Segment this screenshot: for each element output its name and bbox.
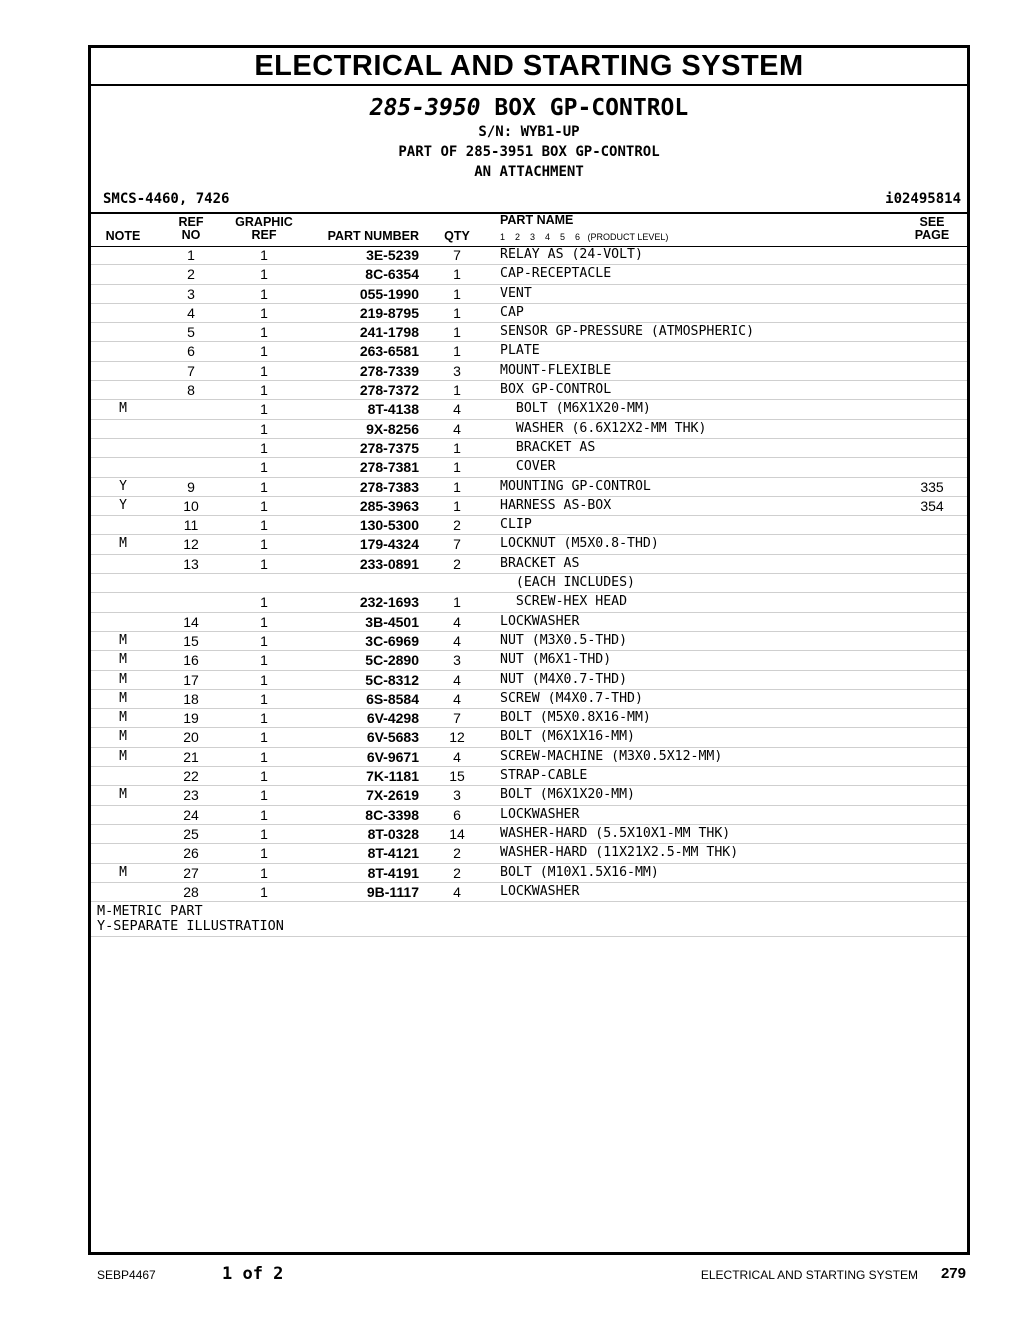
part-of-line: PART OF 285-3951 BOX GP-CONTROL — [398, 144, 660, 160]
cell-part-number: 241-1798 — [359, 324, 419, 341]
cell-qty: 6 — [453, 806, 461, 823]
cell-qty: 12 — [449, 729, 465, 746]
smcs-code: SMCS-4460, 7426 — [103, 191, 230, 207]
col-part-name: PART NAME — [500, 213, 574, 227]
cell-ref-no: 22 — [183, 768, 199, 785]
cell-part-name: STRAP-CABLE — [500, 768, 588, 784]
table-row — [91, 246, 967, 265]
cell-graphic-ref: 1 — [260, 845, 268, 862]
cell-graphic-ref: 1 — [260, 439, 268, 456]
cell-part-name: LOCKWASHER — [500, 613, 580, 629]
cell-graphic-ref: 1 — [260, 536, 268, 553]
cell-graphic-ref: 1 — [260, 343, 268, 360]
cell-part-number: 3B-4501 — [365, 613, 419, 630]
cell-part-number: 9B-1117 — [366, 883, 419, 900]
cell-part-name: (EACH INCLUDES) — [500, 575, 635, 591]
cell-part-number: 6S-8584 — [366, 690, 419, 707]
table-row — [91, 420, 967, 439]
cell-note: M — [119, 632, 127, 648]
cell-part-name: MOUNTING GP-CONTROL — [500, 478, 651, 494]
cell-ref-no: 25 — [183, 825, 199, 842]
cell-graphic-ref: 1 — [260, 632, 268, 649]
col-ref-line1: REF — [178, 215, 204, 229]
cell-part-number: 8C-3398 — [365, 806, 419, 823]
cell-see-page: 354 — [920, 497, 944, 514]
cell-graphic-ref: 1 — [260, 285, 268, 302]
cell-part-number: 6V-4298 — [366, 710, 419, 727]
cell-ref-no: 23 — [183, 787, 199, 804]
cell-ref-no: 8 — [187, 382, 195, 399]
table-row — [91, 555, 967, 574]
footer-page-of: 1 of 2 — [222, 1264, 284, 1284]
cell-ref-no: 9 — [187, 478, 195, 495]
cell-ref-no: 19 — [183, 710, 199, 727]
page-frame — [88, 45, 970, 1255]
cell-graphic-ref: 1 — [260, 304, 268, 321]
cell-part-name: RELAY AS (24-VOLT) — [500, 247, 643, 262]
cell-part-name: MOUNT-FLEXIBLE — [500, 362, 612, 378]
cell-note: M — [119, 690, 127, 706]
cell-qty: 1 — [453, 594, 461, 611]
cell-ref-no: 7 — [187, 362, 195, 379]
cell-ref-no: 2 — [187, 266, 195, 283]
col-part-number: PART NUMBER — [327, 229, 419, 243]
cell-qty: 2 — [453, 555, 461, 572]
table-row — [91, 458, 967, 477]
cell-ref-no: 15 — [183, 632, 199, 649]
cell-graphic-ref: 1 — [260, 729, 268, 746]
cell-part-number: 8T-4191 — [367, 864, 419, 881]
cell-part-name: BRACKET AS — [500, 555, 580, 571]
table-row — [91, 497, 967, 516]
table-row — [91, 593, 967, 612]
col-see-line2: PAGE — [914, 228, 950, 242]
table-row — [91, 709, 967, 728]
table-row — [91, 285, 967, 304]
cell-qty: 3 — [453, 787, 461, 804]
cell-part-name: BOLT (M10X1.5X16-MM) — [500, 864, 659, 880]
table-row — [91, 844, 967, 863]
cell-part-number: 7X-2619 — [366, 787, 419, 804]
cell-part-number: 8T-0328 — [367, 825, 419, 842]
cell-note: M — [119, 671, 127, 687]
group-part-number: 285-3950 — [369, 95, 481, 121]
cell-note: M — [119, 787, 127, 803]
cell-qty: 4 — [453, 690, 461, 707]
cell-ref-no: 26 — [183, 845, 199, 862]
table-row — [91, 342, 967, 361]
cell-part-name: SENSOR GP-PRESSURE (ATMOSPHERIC) — [500, 324, 755, 340]
cell-part-number: 9X-8256 — [366, 420, 419, 437]
cell-qty: 1 — [453, 459, 461, 476]
legend-notes — [91, 902, 967, 937]
table-row — [91, 362, 967, 381]
cell-note: Y — [119, 478, 127, 494]
cell-part-number: 179-4324 — [359, 536, 419, 553]
cell-graphic-ref: 1 — [260, 652, 268, 669]
cell-part-name: LOCKWASHER — [500, 806, 580, 822]
cell-ref-no: 1 — [187, 247, 195, 263]
cell-part-name: NUT (M6X1-THD) — [500, 652, 612, 668]
cell-graphic-ref: 1 — [260, 864, 268, 881]
section-title: ELECTRICAL AND STARTING SYSTEM — [91, 48, 967, 86]
cell-qty: 3 — [453, 652, 461, 669]
cell-part-number: 278-7383 — [359, 478, 419, 495]
cell-qty: 4 — [453, 883, 461, 900]
cell-part-name: WASHER (6.6X12X2-MM THK) — [500, 420, 707, 436]
footer-doc-id: SEBP4467 — [97, 1268, 156, 1282]
note-metric: M-METRIC PART — [97, 903, 203, 920]
cell-note: M — [119, 748, 127, 764]
cell-ref-no: 12 — [183, 536, 199, 553]
cell-note: M — [119, 536, 127, 552]
col-graphic-line1: GRAPHIC — [235, 215, 293, 229]
cell-ref-no: 28 — [183, 883, 199, 900]
cell-graphic-ref: 1 — [260, 459, 268, 476]
group-title — [91, 94, 967, 122]
col-ref-line2: NO — [181, 228, 201, 242]
cell-graphic-ref: 1 — [260, 497, 268, 514]
note-separate: Y-SEPARATE ILLUSTRATION — [97, 918, 284, 935]
cell-part-number: 8T-4138 — [367, 401, 419, 418]
cell-ref-no: 18 — [183, 690, 199, 707]
smcs-row — [91, 188, 967, 212]
cell-qty: 2 — [453, 864, 461, 881]
cell-note: M — [119, 729, 127, 745]
cell-ref-no: 24 — [183, 806, 199, 823]
cell-part-name: SCREW-HEX HEAD — [500, 594, 628, 610]
table-row — [91, 748, 967, 767]
cell-graphic-ref: 1 — [260, 266, 268, 283]
col-ref-no — [171, 216, 211, 242]
cell-qty: 4 — [453, 632, 461, 649]
cell-graphic-ref: 1 — [260, 401, 268, 418]
cell-qty: 1 — [453, 343, 461, 360]
table-row — [91, 671, 967, 690]
cell-ref-no: 27 — [183, 864, 199, 881]
cell-qty: 4 — [453, 401, 461, 418]
cell-qty: 15 — [449, 768, 465, 785]
cell-part-number: 278-7372 — [359, 382, 419, 399]
illustration-id: i02495814 — [885, 191, 961, 207]
cell-qty: 3 — [453, 362, 461, 379]
table-row — [91, 806, 967, 825]
cell-ref-no: 16 — [183, 652, 199, 669]
cell-ref-no: 5 — [187, 324, 195, 341]
cell-part-number: 6V-5683 — [366, 729, 419, 746]
cell-part-number: 278-7339 — [359, 362, 419, 379]
cell-see-page: 335 — [920, 478, 944, 495]
cell-part-name: NUT (M4X0.7-THD) — [500, 671, 628, 687]
cell-part-name: NUT (M3X0.5-THD) — [500, 632, 628, 648]
cell-part-name: SCREW (M4X0.7-THD) — [500, 690, 643, 706]
cell-graphic-ref: 1 — [260, 883, 268, 900]
cell-part-name: BOLT (M6X1X20-MM) — [500, 401, 651, 417]
table-row — [91, 304, 967, 323]
cell-ref-no: 10 — [183, 497, 199, 514]
cell-graphic-ref: 1 — [260, 382, 268, 399]
cell-graphic-ref: 1 — [260, 594, 268, 611]
cell-note: M — [119, 401, 127, 417]
table-row — [91, 864, 967, 883]
cell-graphic-ref: 1 — [260, 710, 268, 727]
parts-table-body — [91, 246, 967, 937]
cell-ref-no: 3 — [187, 285, 195, 302]
cell-part-name: COVER — [500, 459, 556, 475]
cell-qty: 7 — [453, 536, 461, 553]
cell-ref-no: 4 — [187, 304, 195, 321]
col-graphic-line2: REF — [251, 228, 277, 242]
cell-part-name: LOCKWASHER — [500, 883, 580, 899]
cell-ref-no: 14 — [183, 613, 199, 630]
cell-part-number: 232-1693 — [359, 594, 419, 611]
table-row — [91, 767, 967, 786]
cell-part-number: 219-8795 — [359, 304, 419, 321]
cell-graphic-ref: 1 — [260, 247, 268, 263]
cell-part-number: 278-7381 — [359, 459, 419, 476]
cell-note: M — [119, 864, 127, 880]
col-graphic-ref — [227, 216, 301, 242]
attachment-line: AN ATTACHMENT — [474, 164, 584, 180]
page-footer — [0, 1262, 1020, 1286]
cell-qty: 2 — [453, 517, 461, 534]
cell-qty: 1 — [453, 382, 461, 399]
table-row — [91, 883, 967, 902]
cell-part-name: BRACKET AS — [500, 439, 596, 455]
cell-part-name: CLIP — [500, 517, 532, 533]
col-product-levels: 1 2 3 4 5 6 (PRODUCT LEVEL) — [500, 232, 669, 242]
table-row — [91, 651, 967, 670]
cell-part-name: SCREW-MACHINE (M3X0.5X12-MM) — [500, 748, 723, 764]
cell-note: Y — [119, 497, 127, 513]
cell-qty: 1 — [453, 266, 461, 283]
cell-ref-no: 6 — [187, 343, 195, 360]
cell-ref-no: 17 — [183, 671, 199, 688]
cell-ref-no: 21 — [183, 748, 199, 765]
table-row — [91, 265, 967, 284]
cell-qty: 1 — [453, 478, 461, 495]
cell-part-name: CAP — [500, 304, 524, 320]
table-row — [91, 535, 967, 554]
table-row — [91, 690, 967, 709]
cell-qty: 1 — [453, 304, 461, 321]
cell-graphic-ref: 1 — [260, 517, 268, 534]
table-row — [91, 381, 967, 400]
table-row — [91, 400, 967, 419]
cell-part-number: 263-6581 — [359, 343, 419, 360]
cell-ref-no: 20 — [183, 729, 199, 746]
cell-qty: 1 — [453, 439, 461, 456]
cell-part-name: WASHER-HARD (5.5X10X1-MM THK) — [500, 825, 731, 841]
table-header — [91, 212, 967, 247]
cell-qty: 2 — [453, 845, 461, 862]
group-part-name: BOX GP-CONTROL — [494, 95, 689, 121]
cell-part-number: 3C-6969 — [365, 632, 419, 649]
table-row — [91, 323, 967, 342]
cell-part-number: 7K-1181 — [366, 768, 419, 785]
cell-graphic-ref: 1 — [260, 420, 268, 437]
cell-qty: 14 — [449, 825, 465, 842]
cell-graphic-ref: 1 — [260, 478, 268, 495]
cell-graphic-ref: 1 — [260, 748, 268, 765]
cell-graphic-ref: 1 — [260, 555, 268, 572]
col-note: NOTE — [105, 229, 141, 243]
cell-graphic-ref: 1 — [260, 690, 268, 707]
cell-graphic-ref: 1 — [260, 671, 268, 688]
table-row — [91, 632, 967, 651]
cell-part-number: 130-5300 — [359, 517, 419, 534]
cell-part-name: BOLT (M6X1X20-MM) — [500, 787, 635, 803]
cell-part-number: 5C-8312 — [365, 671, 419, 688]
serial-range: S/N: WYB1-UP — [478, 124, 580, 140]
cell-part-name: VENT — [500, 285, 532, 301]
cell-part-name: BOLT (M5X0.8X16-MM) — [500, 710, 651, 726]
cell-part-name: HARNESS AS-BOX — [500, 497, 612, 513]
cell-graphic-ref: 1 — [260, 613, 268, 630]
cell-qty: 7 — [453, 247, 461, 263]
col-see-page — [907, 216, 957, 242]
cell-part-number: 8C-6354 — [365, 266, 419, 283]
table-row — [91, 516, 967, 535]
table-row — [91, 478, 967, 497]
cell-part-name: CAP-RECEPTACLE — [500, 266, 612, 282]
cell-graphic-ref: 1 — [260, 825, 268, 842]
cell-ref-no: 13 — [183, 555, 199, 572]
footer-page-number: 279 — [940, 1265, 966, 1282]
cell-note: M — [119, 652, 127, 668]
table-row — [91, 613, 967, 632]
cell-qty: 1 — [453, 324, 461, 341]
col-qty: QTY — [444, 229, 470, 243]
cell-note: M — [119, 710, 127, 726]
cell-graphic-ref: 1 — [260, 362, 268, 379]
cell-graphic-ref: 1 — [260, 768, 268, 785]
cell-graphic-ref: 1 — [260, 324, 268, 341]
cell-part-number: 233-0891 — [359, 555, 419, 572]
cell-part-number: 278-7375 — [359, 439, 419, 456]
cell-part-number: 6V-9671 — [366, 748, 419, 765]
cell-part-number: 5C-2890 — [365, 652, 419, 669]
cell-qty: 1 — [453, 285, 461, 302]
cell-part-name: LOCKNUT (M5X0.8-THD) — [500, 536, 659, 552]
col-see-line1: SEE — [919, 215, 945, 229]
cell-ref-no: 11 — [183, 517, 199, 534]
table-row — [91, 825, 967, 844]
footer-section: ELECTRICAL AND STARTING SYSTEM — [700, 1268, 918, 1282]
cell-part-number: 8T-4121 — [367, 845, 419, 862]
table-row — [91, 728, 967, 747]
cell-qty: 4 — [453, 613, 461, 630]
cell-qty: 4 — [453, 420, 461, 437]
cell-qty: 4 — [453, 748, 461, 765]
table-row — [91, 439, 967, 458]
cell-part-number: 285-3963 — [359, 497, 419, 514]
table-row — [91, 574, 967, 593]
cell-part-name: PLATE — [500, 343, 540, 359]
cell-part-name: BOX GP-CONTROL — [500, 382, 612, 398]
cell-part-number: 3E-5239 — [366, 247, 419, 263]
table-row — [91, 786, 967, 805]
cell-part-name: WASHER-HARD (11X21X2.5-MM THK) — [500, 845, 739, 861]
cell-qty: 1 — [453, 497, 461, 514]
cell-part-name: BOLT (M6X1X16-MM) — [500, 729, 635, 745]
cell-part-number: 055-1990 — [359, 285, 419, 302]
cell-graphic-ref: 1 — [260, 787, 268, 804]
cell-graphic-ref: 1 — [260, 806, 268, 823]
cell-qty: 7 — [453, 710, 461, 727]
cell-qty: 4 — [453, 671, 461, 688]
